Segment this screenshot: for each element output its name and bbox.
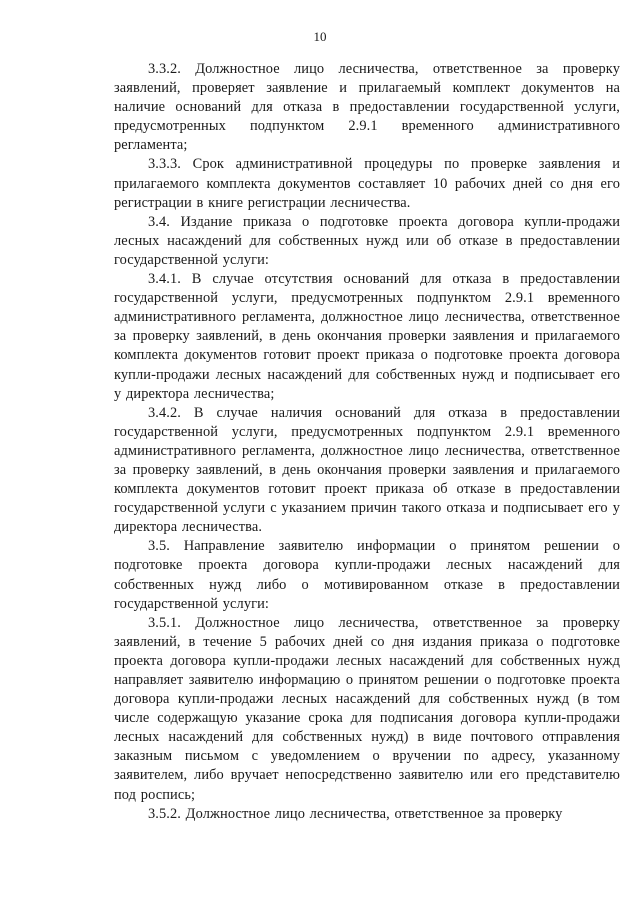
paragraph-3-4: 3.4. Издание приказа о подготовке проекта договора купли-продажи лесных насаждений для собственных нужд или об отказе в предоставлении государственной услуги: [114, 213, 620, 268]
paragraph-3-4-1: 3.4.1. В случае отсутствия оснований для отказа в предоставлении государственной услуги, предусмотренных подпунктом 2.9.1 временного административного регламента, должностное лицо лесничества, ответственное за проверку заявлений, в день окончания проверки заявления и прилагаемого комплекта документов готовит проект приказа о подготовке проекта договора купли-продажи лесных насаждений для собственных нужд и подписывает его у директора лесничества; [114, 271, 620, 402]
paragraph-3-3-2: 3.3.2. Должностное лицо лесничества, ответственное за проверку заявлений, проверяет заявление и прилагаемый комплект документов на наличие оснований для отказа в предоставлении государственной услуги, предусмотренных подпунктом 2.9.1 временного административного регламента; [114, 61, 620, 154]
paragraph-3-5-1: 3.5.1. Должностное лицо лесничества, ответственное за проверку заявлений, в течение 5 рабочих дней со дня издания приказа о подготовке проекта договора купли-продажи лесных насаждений для собственных нужд направляет заявителю информацию о принятом решении о подготовке проекта договора купли-продажи лесных насаждений для собственных нужд (в том числе содержащую указание срока для подписания договора купли-продажи лесных насаждений для собственных нужд) в виде почтового отправления заказным письмом с уведомлением о вручении по адресу, указанному заявителем, либо вручает непосредственно заявителю или его представителю под роспись; [114, 614, 620, 803]
paragraph-3-3-3: 3.3.3. Срок административной процедуры по проверке заявления и прилагаемого комплекта документов составляет 10 рабочих дней со дня его регистрации в книге регистрации лесничества. [114, 156, 620, 211]
page-number: 10 [313, 29, 327, 44]
paragraph-3-5: 3.5. Направление заявителю информации о принятом решении о подготовке проекта договора купли-продажи лесных насаждений для собственных нужд либо о мотивированном отказе в предоставлении государственной услуги: [114, 538, 620, 612]
paragraph-3-4-2: 3.4.2. В случае наличия оснований для отказа в предоставлении государственной услуги, предусмотренных подпунктом 2.9.1 временного административного регламента, должностное лицо лесничества, ответственное за проверку заявлений, в день окончания проверки заявления и прилагаемого комплекта документов готовит проект приказа об отказе в предоставлении государственной услуги с указанием причин такого отказа и подписывает его у директора лесничества. [114, 404, 620, 536]
paragraph-3-5-2: 3.5.2. Должностное лицо лесничества, ответственное за проверку [148, 805, 563, 822]
document-body [114, 60, 620, 824]
